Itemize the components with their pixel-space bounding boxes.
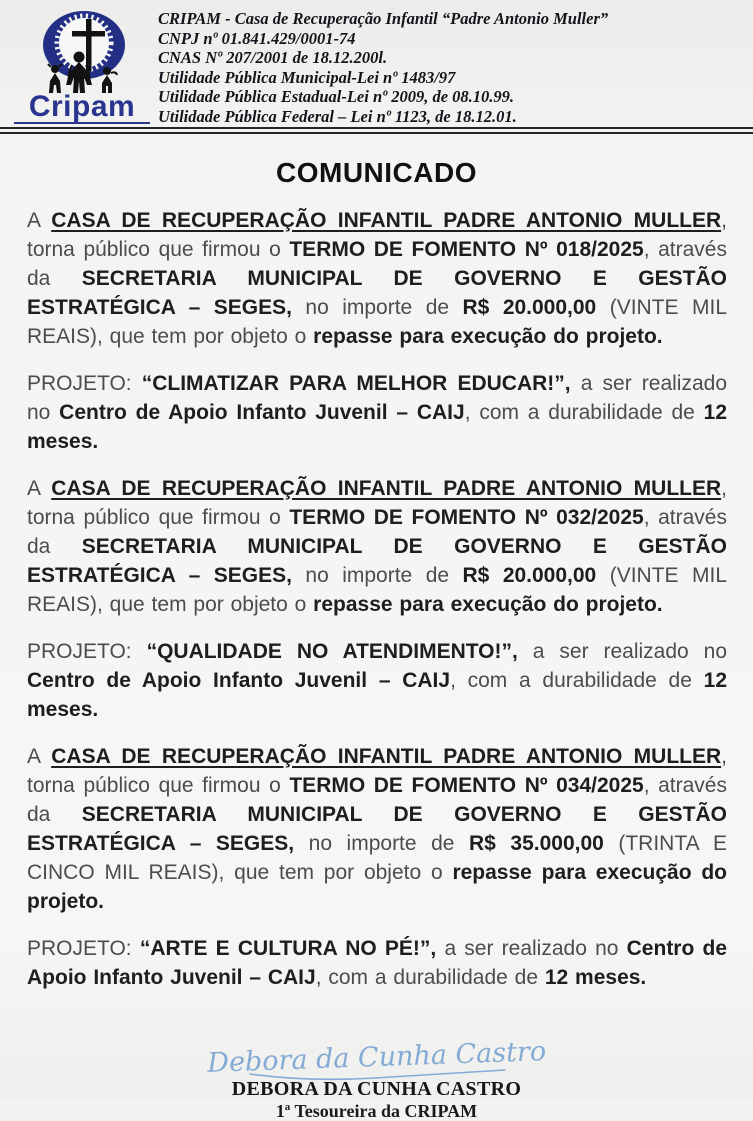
emphasized-text: “ARTE E CULTURA NO PÉ!”, <box>139 936 437 960</box>
body-text: a ser realizado no <box>517 639 727 663</box>
signature-script-text: Debora da Cunha Castro <box>206 1035 547 1079</box>
letterhead-line: CNAS Nº 207/2001 de 18.12.200l. <box>158 48 388 68</box>
emphasized-text: 12 meses. <box>544 965 647 989</box>
cripam-logo-icon <box>22 7 142 99</box>
emphasized-text: repasse para execução do projeto. <box>27 860 727 913</box>
emphasized-text: R$ 20.000,00 <box>462 295 597 319</box>
body-text: (VINTE MIL REAIS), que tem por objeto o <box>27 295 727 348</box>
letterhead-line: Utilidade Pública Federal – Lei nº 1123, de 18.12.01. <box>158 106 517 126</box>
body-text: , torna público que firmou o <box>27 476 727 529</box>
emphasized-text: SECRETARIA MUNICIPAL DE GOVERNO E GESTÃO ESTRATÉGICA – SEGES, <box>27 534 727 587</box>
emphasized-text: CASA DE RECUPERAÇÃO INFANTIL PADRE ANTONIO MULLER <box>51 208 722 232</box>
body-text: , com a durabilidade de <box>464 400 704 424</box>
emphasized-text: TERMO DE FOMENTO Nº 032/2025 <box>289 505 644 529</box>
document-paragraph <box>27 934 727 992</box>
body-text: (VINTE MIL REAIS), que tem por objeto o <box>27 563 727 616</box>
body-text: A <box>27 476 52 500</box>
emphasized-text: Centro de Apoio Infanto Juvenil – CAIJ <box>27 936 728 989</box>
body-text: , através da <box>27 237 727 290</box>
body-text: (TRINTA E CINCO MIL REAIS), que tem por objeto o <box>27 831 728 884</box>
letterhead-line: CNPJ nº 01.841.429/0001-74 <box>158 28 356 48</box>
body-text: , através da <box>27 505 727 558</box>
body-text: , através da <box>27 773 727 826</box>
header-divider <box>0 127 753 134</box>
body-text: A <box>27 744 52 768</box>
body-text: no importe de <box>291 563 463 587</box>
body-text: a ser realizado no <box>436 936 627 960</box>
body-text: PROJETO: <box>27 936 140 960</box>
signatory-name: DEBORA DA CUNHA CASTRO <box>231 1077 522 1100</box>
signature-block <box>0 1036 753 1121</box>
letterhead-line: CRIPAM - Casa de Recuperação Infantil “Padre Antonio Muller” <box>158 9 609 28</box>
emphasized-text: Centro de Apoio Infanto Juvenil – CAIJ <box>27 668 451 692</box>
emphasized-text: repasse para execução do projeto. <box>313 592 663 616</box>
emphasized-text: 12 meses. <box>27 400 727 453</box>
body-text: , com a durabilidade de <box>315 965 545 989</box>
document-paragraph <box>27 637 727 724</box>
letterhead-line: Utilidade Pública Municipal-Lei nº 1483/97 <box>158 67 456 87</box>
body-text: PROJETO: <box>27 371 142 395</box>
emphasized-text: 12 meses. <box>27 668 727 721</box>
emphasized-text: repasse para execução do projeto. <box>313 324 663 348</box>
body-text: , torna público que firmou o <box>27 744 727 797</box>
emphasized-text: R$ 35.000,00 <box>469 831 604 855</box>
signatory-role: 1ª Tesoureira da CRIPAM <box>275 1100 478 1121</box>
emphasized-text: CASA DE RECUPERAÇÃO INFANTIL PADRE ANTONIO MULLER <box>51 476 722 500</box>
document-paragraph <box>27 742 727 916</box>
emphasized-text: Centro de Apoio Infanto Juvenil – CAIJ <box>59 400 465 424</box>
emphasized-text: “CLIMATIZAR PARA MELHOR EDUCAR!”, <box>141 371 571 395</box>
emphasized-text: “QUALIDADE NO ATENDIMENTO!”, <box>146 639 518 663</box>
body-text: no importe de <box>291 295 463 319</box>
letterhead-lines <box>158 7 608 127</box>
cripam-logo <box>14 7 150 124</box>
body-text: , com a durabilidade de <box>450 668 704 692</box>
cripam-wordmark: Cripam <box>28 90 136 123</box>
body-text: PROJETO: <box>27 639 147 663</box>
emphasized-text: R$ 20.000,00 <box>462 563 597 587</box>
emphasized-text: TERMO DE FOMENTO Nº 018/2025 <box>289 237 644 261</box>
letterhead <box>0 0 753 127</box>
letterhead-line: Utilidade Pública Estadual-Lei nº 2009, de 08.10.99. <box>158 87 515 107</box>
emphasized-text: SECRETARIA MUNICIPAL DE GOVERNO E GESTÃO ESTRATÉGICA – SEGES, <box>27 266 727 319</box>
body-text: , torna público que firmou o <box>27 208 727 261</box>
body-text: A <box>27 208 52 232</box>
body-text: no importe de <box>294 831 470 855</box>
body-text: a ser realizado no <box>27 371 728 424</box>
emphasized-text: SECRETARIA MUNICIPAL DE GOVERNO E GESTÃO ESTRATÉGICA – SEGES, <box>27 802 727 855</box>
document-paragraph <box>27 369 727 456</box>
document-paragraph <box>27 206 727 351</box>
document-title: COMUNICADO <box>276 156 477 188</box>
emphasized-text: CASA DE RECUPERAÇÃO INFANTIL PADRE ANTONIO MULLER <box>51 744 722 768</box>
document-paragraph <box>27 474 727 619</box>
document-body <box>27 206 727 992</box>
emphasized-text: TERMO DE FOMENTO Nº 034/2025 <box>289 773 644 797</box>
